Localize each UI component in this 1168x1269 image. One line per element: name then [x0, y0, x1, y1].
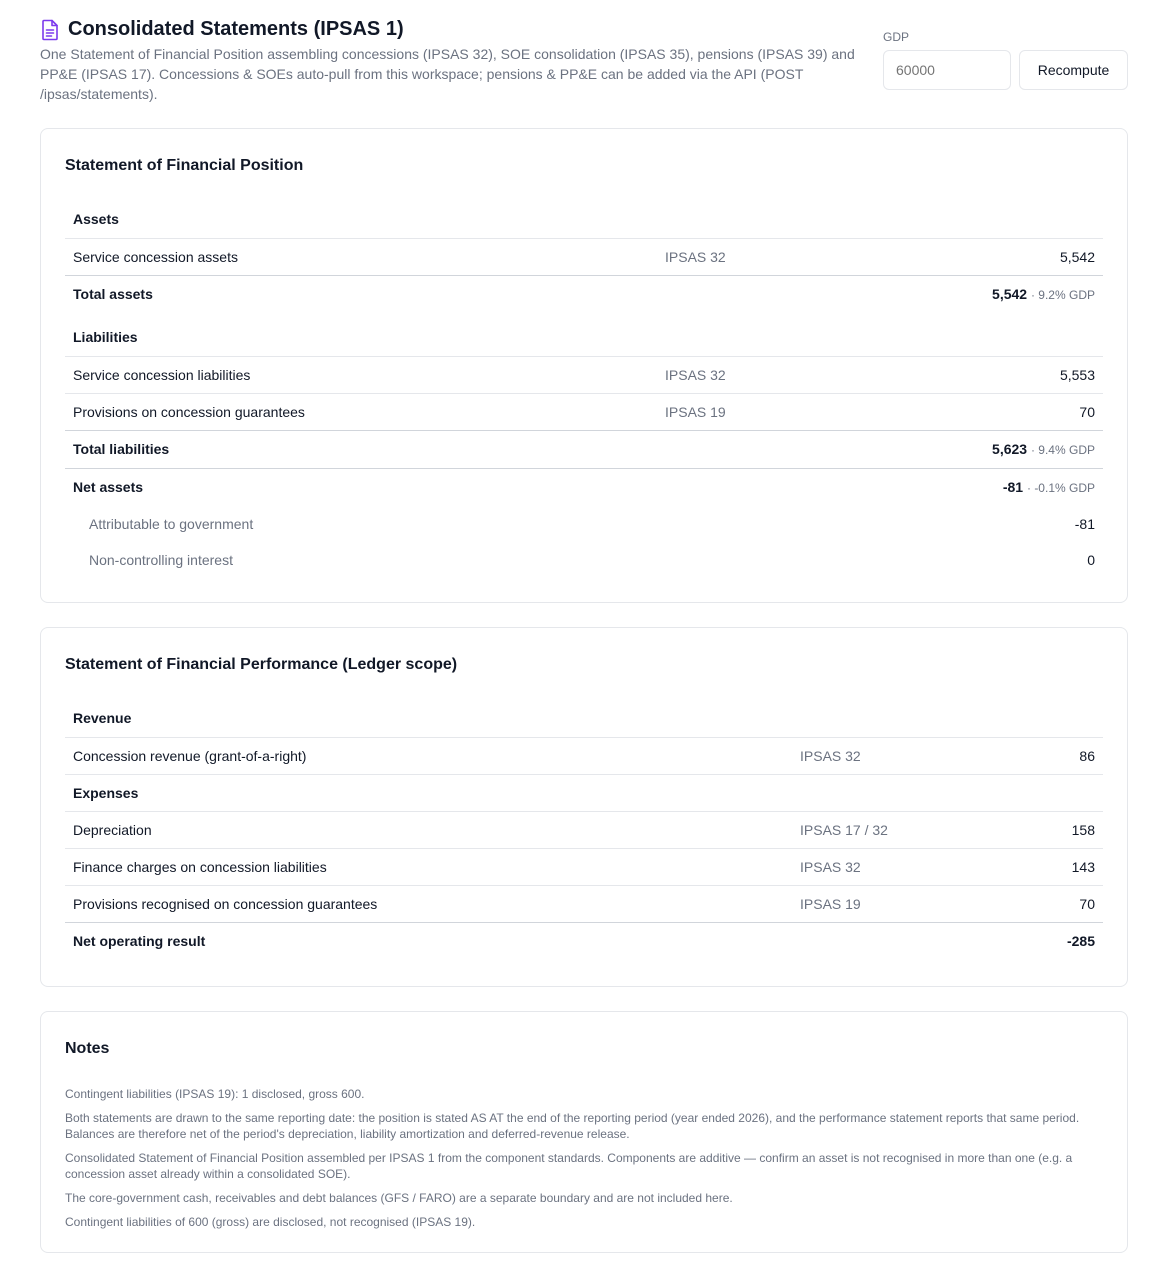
table-row [65, 393, 1103, 430]
recompute-button[interactable]: Recompute [1019, 50, 1128, 90]
total-label: Total assets [73, 286, 153, 303]
standard-ref: IPSAS 32 [792, 848, 992, 885]
financial-position-title: Statement of Financial Position [65, 157, 304, 174]
total-value: 5,623 [992, 441, 1028, 457]
table-row [65, 356, 1103, 393]
line-value: 143 [992, 848, 1103, 885]
section-revenue: Revenue [65, 700, 1103, 737]
net-assets-label: Net assets [73, 479, 144, 496]
gdp-control [883, 30, 1128, 90]
note-item: Both statements are drawn to the same reporting date: the position is stated AS AT the end of the reporting period (year ended 2026), and the performance statement reports that same period. Balances are therefore net of the period's depreciation, liability amortization and deferred-revenue release. [65, 1111, 1080, 1141]
line-value: 5,542 [957, 238, 1103, 275]
line-value: 70 [957, 393, 1103, 430]
standard-ref: IPSAS 32 [792, 737, 992, 774]
note-item: Consolidated Statement of Financial Position assembled per IPSAS 1 from the component standards. Components are additive — confirm an asset is not recognised in more than one (e.g. a concession asset already within a consolidated SOE). [65, 1151, 1073, 1181]
line-label: Provisions recognised on concession guarantees [65, 885, 792, 922]
section-assets: Assets [65, 201, 1103, 238]
nci-label: Non-controlling interest [89, 552, 233, 568]
table-row [65, 885, 1103, 922]
line-value: 5,553 [957, 356, 1103, 393]
standard-ref: IPSAS 32 [657, 238, 957, 275]
line-label: Service concession assets [65, 238, 657, 275]
attributable-label: Attributable to government [89, 516, 254, 532]
gdp-share: · -0.1% GDP [1026, 481, 1095, 496]
notes-card [40, 1011, 1128, 1253]
notes-title: Notes [65, 1040, 110, 1057]
total-liabilities-row [65, 430, 1103, 468]
line-label: Service concession liabilities [65, 356, 657, 393]
line-label: Concession revenue (grant-of-a-right) [65, 737, 792, 774]
net-assets-row [65, 468, 1103, 506]
document-icon [40, 19, 60, 41]
page-title: Consolidated Statements (IPSAS 1) [68, 18, 404, 40]
nci-row [65, 542, 1103, 578]
gdp-share: · 9.4% GDP [1030, 443, 1095, 457]
net-result-value: -285 [1066, 933, 1095, 950]
page-description: One Statement of Financial Position assembling concessions (IPSAS 32), SOE consolidation (IPSAS 35), pensions (IPSAS 39) and PP&E (IPSAS 17). Concessions & SOEs auto-pull from this workspace; pensions & PP&E can be added via the API (POST /ipsas/statements). [40, 46, 855, 102]
standard-ref: IPSAS 17 / 32 [792, 811, 992, 848]
attributable-row [65, 506, 1103, 542]
financial-position-table [65, 201, 1103, 578]
line-value: 70 [992, 885, 1103, 922]
attributable-value: -81 [1074, 516, 1095, 532]
note-item: Contingent liabilities (IPSAS 19): 1 disclosed, gross 600. [65, 1087, 365, 1101]
section-expenses: Expenses [65, 774, 1103, 811]
gdp-share: · 9.2% GDP [1030, 288, 1095, 303]
financial-position-card [40, 128, 1128, 603]
line-label: Depreciation [65, 811, 792, 848]
standard-ref: IPSAS 19 [657, 393, 957, 430]
table-row [65, 811, 1103, 848]
total-label: Total liabilities [65, 430, 957, 468]
line-label: Finance charges on concession liabilities [65, 848, 792, 885]
gdp-input[interactable] [883, 50, 1011, 90]
line-value: 158 [992, 811, 1103, 848]
table-row [65, 737, 1103, 774]
line-value: 86 [992, 737, 1103, 774]
financial-performance-table [65, 700, 1103, 960]
gdp-label: GDP [883, 30, 910, 44]
title-row [40, 18, 404, 41]
standard-ref: IPSAS 19 [792, 885, 992, 922]
financial-performance-title: Statement of Financial Performance (Ledger scope) [65, 656, 458, 673]
financial-performance-card [40, 627, 1128, 987]
section-liabilities: Liabilities [65, 319, 1103, 356]
notes-list [65, 1086, 1101, 1238]
net-assets-value: -81 [1002, 479, 1024, 496]
nci-value: 0 [1087, 552, 1095, 568]
net-result-label: Net operating result [73, 933, 206, 950]
line-label: Provisions on concession guarantees [65, 393, 657, 430]
note-item: Contingent liabilities of 600 (gross) are disclosed, not recognised (IPSAS 19). [65, 1215, 476, 1229]
standard-ref: IPSAS 32 [657, 356, 957, 393]
page-header [40, 0, 1128, 128]
total-value: 5,542 [992, 286, 1028, 303]
note-item: The core-government cash, receivables and debt balances (GFS / FARO) are a separate boundary and are not included here. [65, 1191, 733, 1205]
net-result-row [65, 922, 1103, 960]
table-row [65, 238, 1103, 275]
total-assets-row [65, 275, 1103, 313]
table-row [65, 848, 1103, 885]
